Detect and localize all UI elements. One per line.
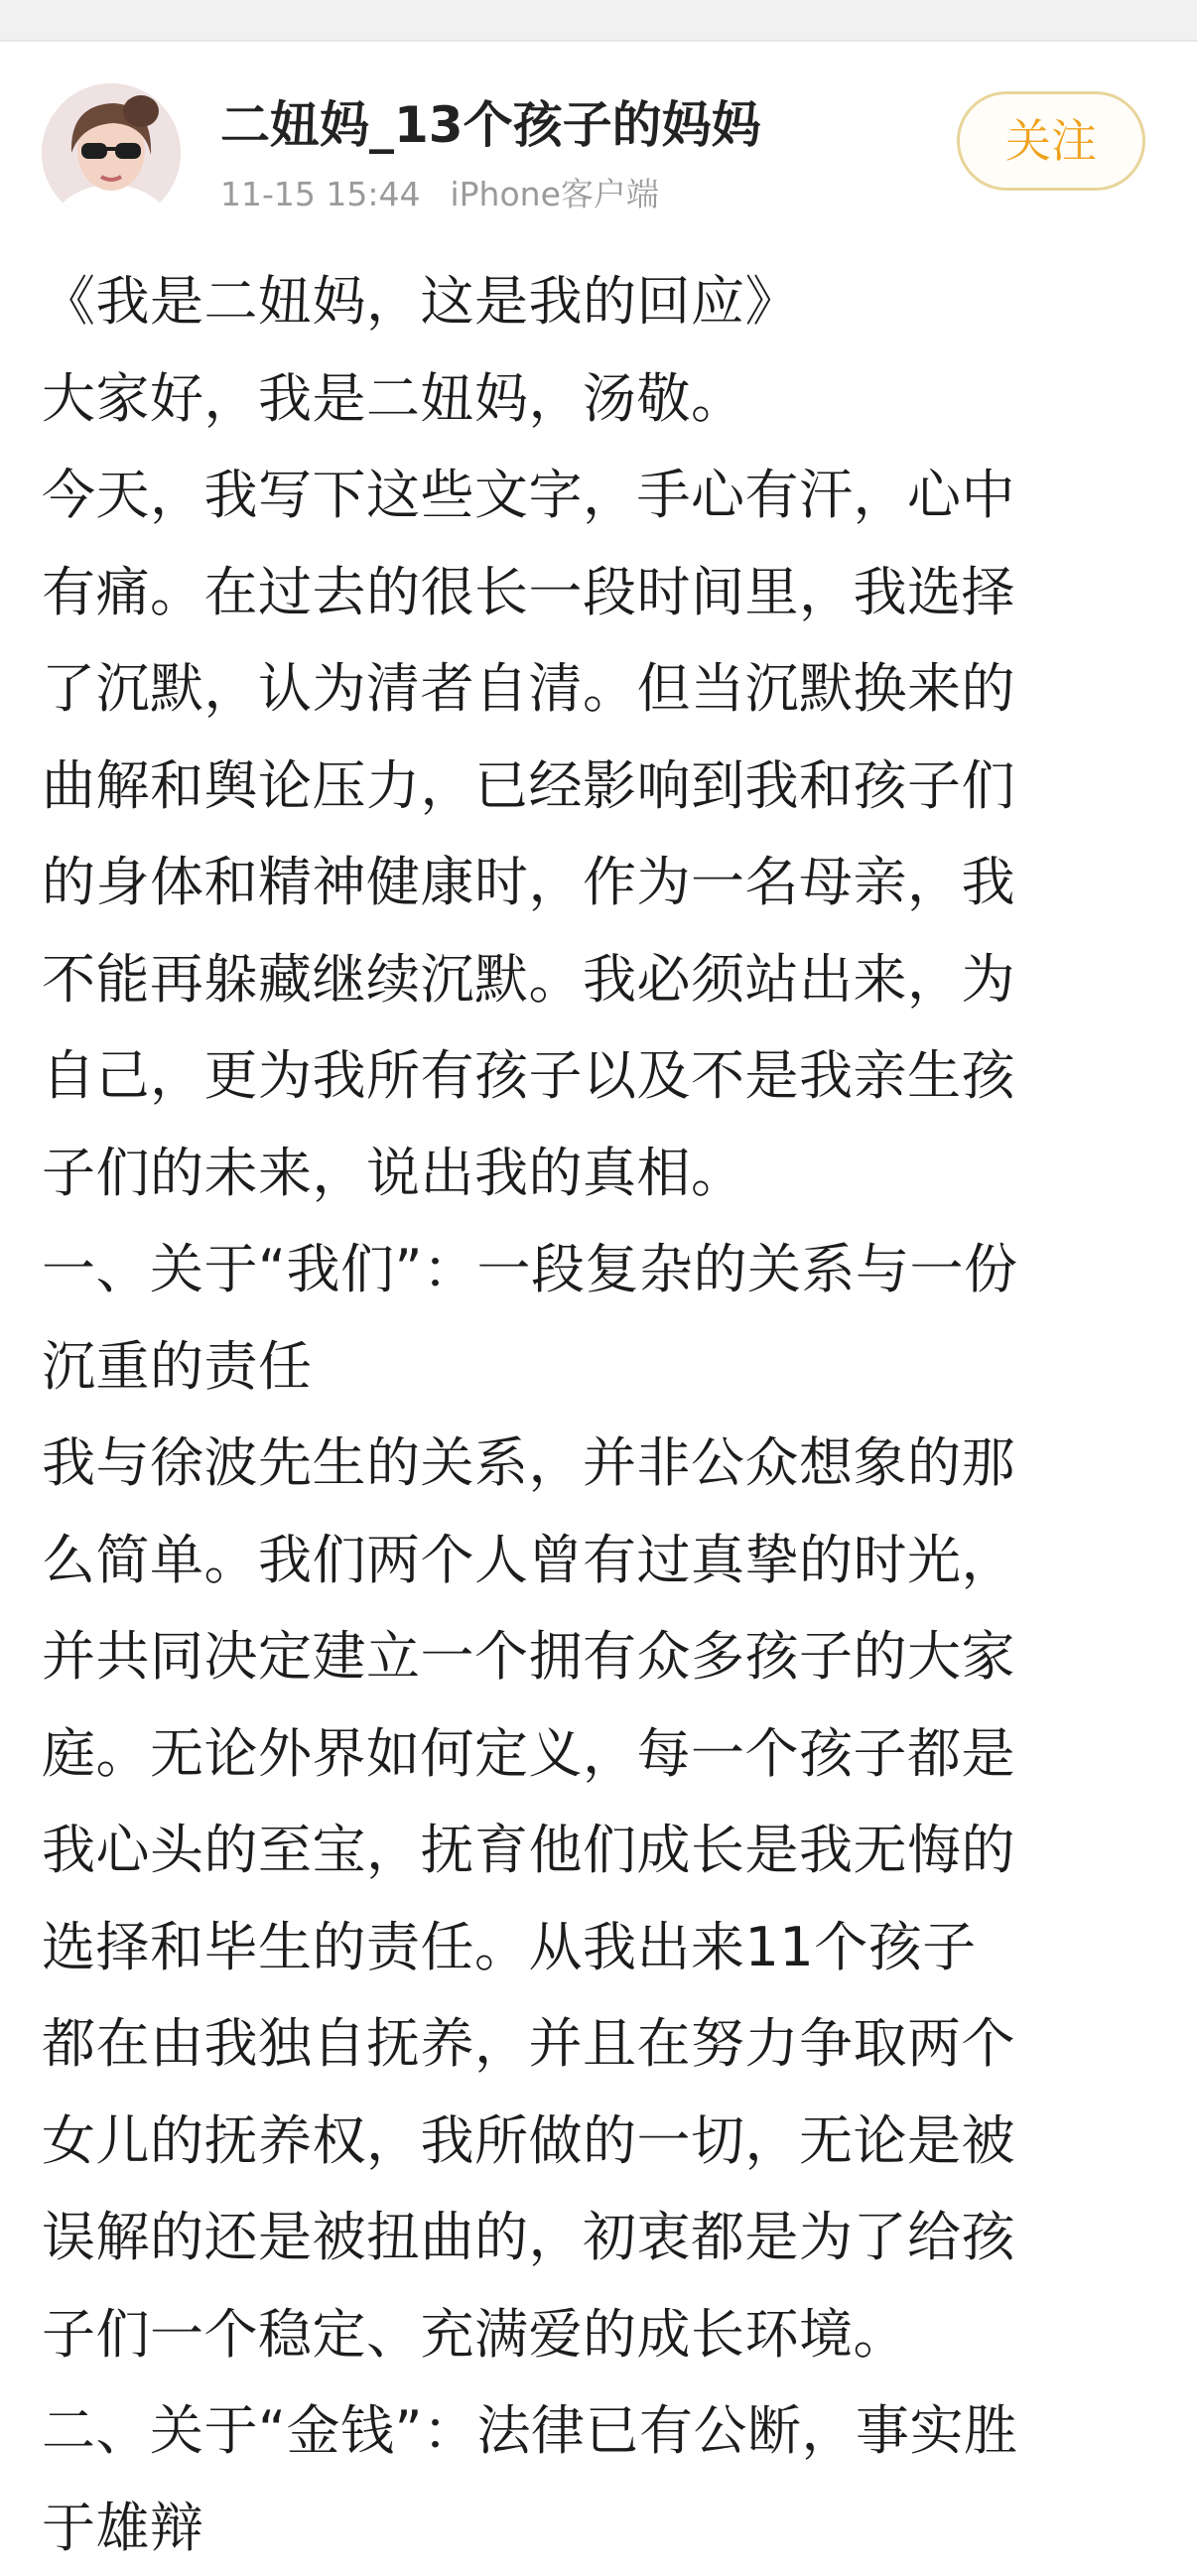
post-line: 么简单。我们两个人曾有过真挚的时光， xyxy=(42,1512,1153,1609)
username[interactable]: 二妞妈_13个孩子的妈妈 xyxy=(220,93,761,157)
post-line: 今天，我写下这些文字，手心有汗，心中 xyxy=(42,447,1153,544)
post-line: 大家好，我是二妞妈，汤敬。 xyxy=(42,350,1153,448)
section-heading: 一、关于“我们”：一段复杂的关系与一份 xyxy=(42,1221,1153,1318)
post-line: 庭。无论外界如何定义，每一个孩子都是 xyxy=(42,1705,1153,1803)
post-content xyxy=(42,253,1153,2576)
post-line: 子们一个稳定、充满爱的成长环境。 xyxy=(42,2286,1153,2383)
follow-button[interactable]: 关注 xyxy=(957,91,1145,191)
post-line: 我与徐波先生的关系，并非公众想象的那 xyxy=(42,1415,1153,1512)
post-meta xyxy=(220,173,689,216)
post-line: 选择和毕生的责任。从我出来11个孩子 xyxy=(42,1899,1153,1996)
post-source: iPhone客户端 xyxy=(450,175,658,213)
post-line: 的身体和精神健康时，作为一名母亲，我 xyxy=(42,834,1153,931)
post-line: 不能再躲藏继续沉默。我必须站出来，为 xyxy=(42,931,1153,1028)
post-line: 并共同决定建立一个拥有众多孩子的大家 xyxy=(42,1608,1153,1705)
section-heading: 于雄辩 xyxy=(42,2480,1153,2576)
avatar-image xyxy=(42,83,181,222)
post-line: 误解的还是被扭曲的，初衷都是为了给孩 xyxy=(42,2189,1153,2286)
post-line: 子们的未来，说出我的真相。 xyxy=(42,1125,1153,1222)
post-line: 女儿的抚养权，我所做的一切，无论是被 xyxy=(42,2093,1153,2190)
post-title: 《我是二妞妈，这是我的回应》 xyxy=(42,253,1153,350)
post-line: 有痛。在过去的很长一段时间里，我选择 xyxy=(42,544,1153,641)
post-header xyxy=(0,40,1197,238)
post-timestamp: 11-15 15:44 xyxy=(220,175,420,213)
post-line: 自己，更为我所有孩子以及不是我亲生孩 xyxy=(42,1027,1153,1125)
status-bar xyxy=(0,0,1197,42)
section-heading: 二、关于“金钱”：法律已有公断，事实胜 xyxy=(42,2382,1153,2480)
avatar[interactable] xyxy=(42,83,181,222)
post-line: 我心头的至宝，抚育他们成长是我无悔的 xyxy=(42,1802,1153,1899)
post-line: 曲解和舆论压力，已经影响到我和孩子们 xyxy=(42,738,1153,835)
post-line: 都在由我独自抚养，并且在努力争取两个 xyxy=(42,1995,1153,2093)
section-heading: 沉重的责任 xyxy=(42,1318,1153,1416)
post-line: 了沉默，认为清者自清。但当沉默换来的 xyxy=(42,640,1153,738)
